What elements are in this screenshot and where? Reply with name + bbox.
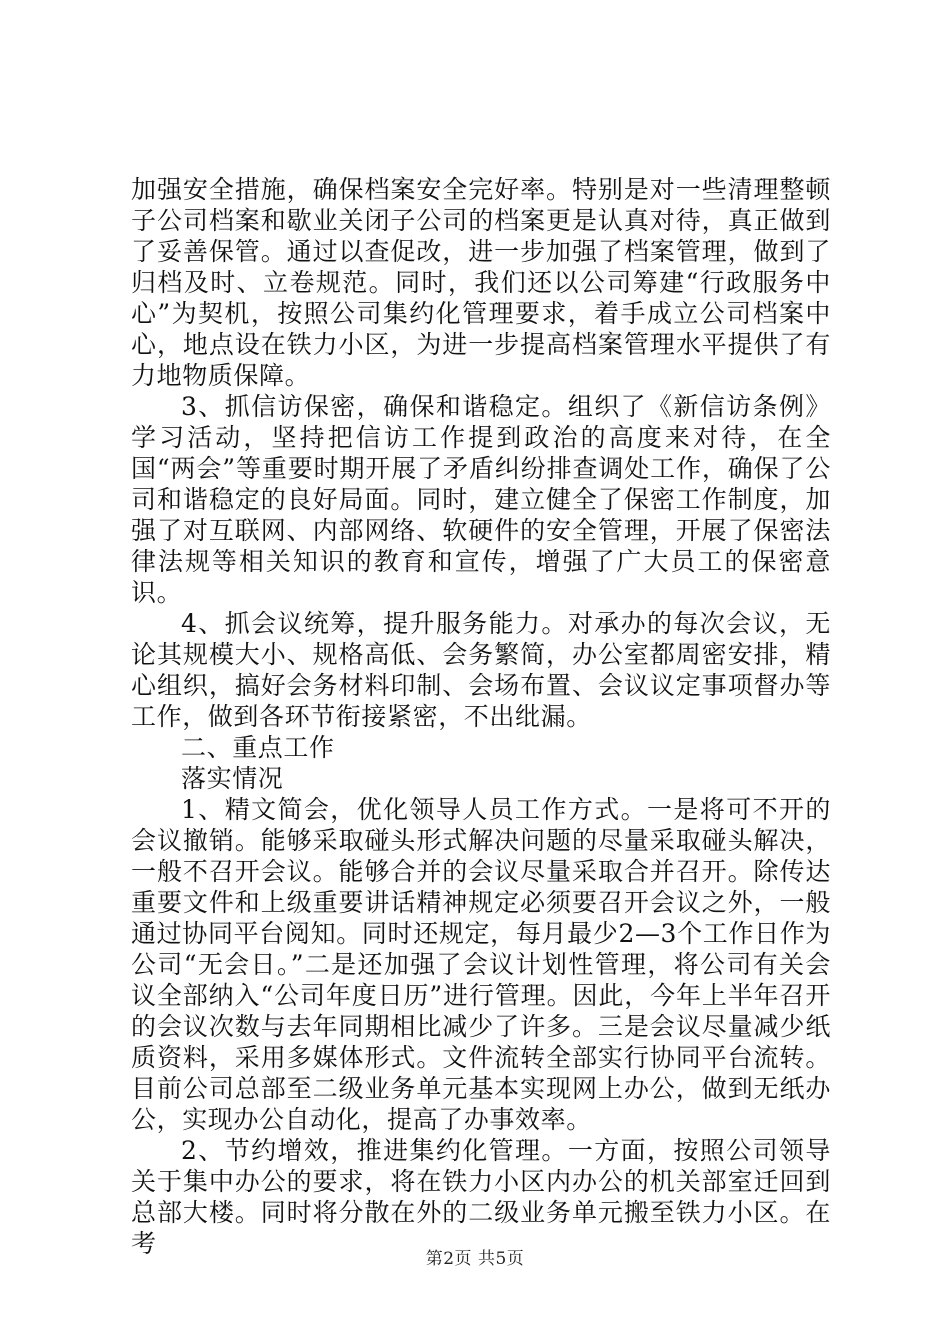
paragraph-cost-saving: 2、节约增效，推进集约化管理。一方面，按照公司领导关于集中办公的要求，将在铁力小区内办公的机关部室迁回到总部大楼。同时将分散在外的二级业务单元搬至铁力小区。在考 bbox=[131, 1136, 831, 1258]
paragraph-meeting-coordination: 4、抓会议统筹，提升服务能力。对承办的每次会议，无论其规模大小、规格高低、会务繁简，办公室都周密安排，精心组织，搞好会务材料印制、会场布置、会议议定事项督办等工作，做到各环节衔接紧密，不出纰漏。 bbox=[131, 609, 831, 731]
section-subheading-implementation: 落实情况 bbox=[181, 764, 284, 793]
paragraph-archive-security: 加强安全措施，确保档案安全完好率。特别是对一些清理整顿子公司档案和歇业关闭子公司的档案更是认真对待，真正做到了妥善保管。通过以查促改，进一步加强了档案管理，做到了归档及时、立卷规范。同时，我们还以公司筹建“行政服务中心”为契机，按照公司集约化管理要求，着手成立公司档案中心，地点设在铁力小区，为进一步提高档案管理水平提供了有力地物质保障。 bbox=[131, 175, 831, 390]
paragraph-streamline-meetings: 1、精文简会，优化领导人员工作方式。一是将可不开的会议撤销。能够采取碰头形式解决问题的尽量采取碰头解决，一般不召开会议。能够合并的会议尽量采取合并召开。除传达重要文件和上级重要讲话精神规定必须要召开会议之外，一般通过协同平台阅知。同时还规定，每月最少2—3个工作日作为公司“无会日。”二是还加强了会议计划性管理，将公司有关会议全部纳入“公司年度日历”进行管理。因此，今年上半年召开的会议次数与去年同期相比减少了许多。三是会议尽量减少纸质资料，采用多媒体形式。文件流转全部实行协同平台流转。目前公司总部至二级业务单元基本实现网上办公，做到无纸办公，实现办公自动化，提高了办事效率。 bbox=[131, 795, 831, 1134]
section-heading-key-work: 二、重点工作 bbox=[181, 733, 335, 762]
paragraph-petition-secrecy: 3、抓信访保密，确保和谐稳定。组织了《新信访条例》学习活动，坚持把信访工作提到政治的高度来对待，在全国“两会”等重要时期开展了矛盾纠纷排查调处工作，确保了公司和谐稳定的良好局面。同时，建立健全了保密工作制度，加强了对互联网、内部网络、软硬件的安全管理，开展了保密法律法规等相关知识的教育和宣传，增强了广大员工的保密意识。 bbox=[131, 392, 831, 607]
page-number-footer: 第2页 共5页 bbox=[425, 1249, 525, 1269]
document-body bbox=[131, 174, 831, 1259]
